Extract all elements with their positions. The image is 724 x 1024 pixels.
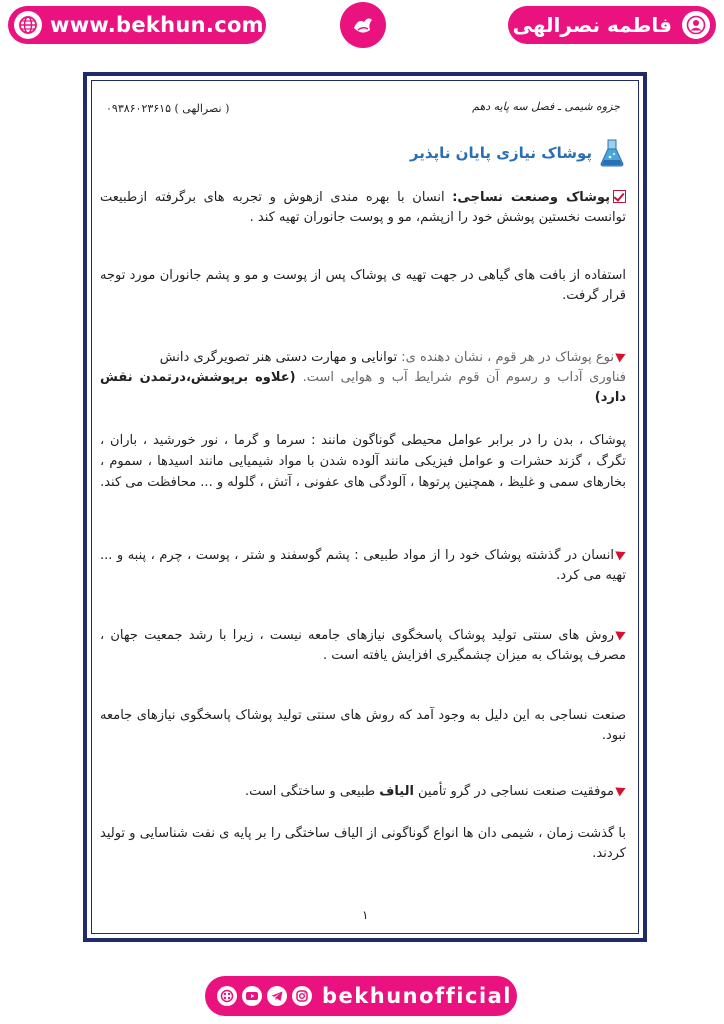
paragraph-text: نوع پوشاک در هر قوم ، نشان دهنده ی: (401, 350, 614, 365)
paragraph-text: توانایی و مهارت دستی هنر تصویرگری دانش (159, 350, 402, 365)
arrow-bullet-icon (615, 548, 627, 561)
author-badge[interactable] (508, 6, 716, 44)
paragraph-protection (100, 430, 626, 493)
social-handle: bekhunofficial (322, 984, 513, 1008)
paragraph-text: فناوری آداب و رسوم آن قوم شرایط آب و هوایی است. (302, 370, 626, 385)
paragraph-clothing-type (100, 348, 626, 408)
title-text: پوشاک نیازی پایان ناپذیر (409, 144, 592, 162)
paragraph-text: انسان با بهره مندی ازهوش و تجربه های برگرفته ازطبیعت توانست نخستین پوشش خود را ازپشم، مو و پوست جانوران تهیه کند . (100, 190, 626, 225)
telegram-icon[interactable] (267, 986, 287, 1006)
aparat-icon[interactable] (217, 986, 237, 1006)
term-bold: الیاف (379, 784, 414, 799)
social-footer[interactable] (205, 976, 517, 1016)
top-banner (0, 0, 724, 52)
arrow-bullet-icon (615, 784, 627, 797)
paragraph-note: (علاوه برپوشش،درتمدن نقش دارد) (100, 370, 626, 405)
paragraph-synthetic-fibers (100, 824, 626, 864)
document-header (100, 100, 626, 122)
paragraph-text: موفقیت صنعت نساجی در گرو تأمین (413, 784, 614, 799)
paragraph-text: انسان در گذشته پوشاک خود را از مواد طبیعی : پشم گوسفند و شتر ، پوست ، چرم ، پنبه و ... تهیه می کرد. (100, 548, 626, 583)
youtube-icon[interactable] (242, 986, 262, 1006)
user-icon (682, 11, 710, 39)
term-bold: پوشاک وصنعت نساجی: (452, 190, 610, 205)
paragraph-text: با گذشت زمان ، شیمی دان ها انواع گوناگونی از الیاف ساختگی را بر پایه ی نفت شناسایی و تولید کردند. (100, 826, 626, 861)
paragraph-text: طبیعی و ساختگی است. (244, 784, 380, 799)
paragraph-text: روش های سنتی تولید پوشاک پاسخگوی نیازهای جامعه نیست ، زیرا با رشد جمعیت جهان ، مصرف پوشاک به میزان چشمگیری افزایش یافته است . (100, 628, 626, 663)
paragraph-textile-intro (100, 188, 626, 228)
website-url: www.bekhun.com (50, 13, 264, 37)
section-title (410, 138, 626, 168)
globe-icon (14, 11, 42, 39)
booklet-label: جزوه شیمی ـ فصل سه پایه دهم (472, 100, 620, 113)
paragraph-text: پوشاک ، بدن را در برابر عوامل محیطی گوناگون مانند : سرما و گرما ، نور خورشید ، باران ، تگرگ ، گزند حشرات و عوامل فیزیکی مانند آلوده شدن با مواد شیمیایی مانند اسیدها ، سموم ، بخارهای سمی و غلیظ ، همچنین پرتوها ، آلودگی های عفونی ، آتش ، گلوله و ... محافظت می کند. (100, 433, 626, 490)
teacher-contact: ( نصرالهی ) ۰۹۳۸۶۰۲۳۶۱۵ (106, 102, 230, 115)
instagram-icon[interactable] (292, 986, 312, 1006)
paragraph-text: صنعت نساجی به این دلیل به وجود آمد که روش های سنتی تولید پوشاک پاسخگوی نیازهای جامعه نبود. (100, 708, 626, 743)
checkbox-icon (613, 190, 626, 203)
arrow-bullet-icon (615, 628, 627, 641)
flask-icon (598, 138, 626, 168)
paragraph-natural-materials (100, 546, 626, 586)
paragraph-traditional-methods (100, 626, 626, 666)
website-badge[interactable] (8, 6, 266, 44)
arrow-bullet-icon (615, 350, 627, 363)
paragraph-fibers-success (100, 782, 626, 802)
paragraph-text: استفاده از بافت های گیاهی در جهت تهیه ی پوشاک پس از پوست و مو و پشم جانوران مورد توجه قرار گرفت. (100, 268, 626, 303)
author-name: فاطمه نصرالهی (512, 13, 672, 37)
page-number: ۱ (362, 908, 369, 922)
paragraph-plant-fibers (100, 266, 626, 306)
social-icons (217, 986, 312, 1006)
paragraph-industry-reason (100, 706, 626, 746)
bekhun-logo-icon (340, 2, 386, 48)
